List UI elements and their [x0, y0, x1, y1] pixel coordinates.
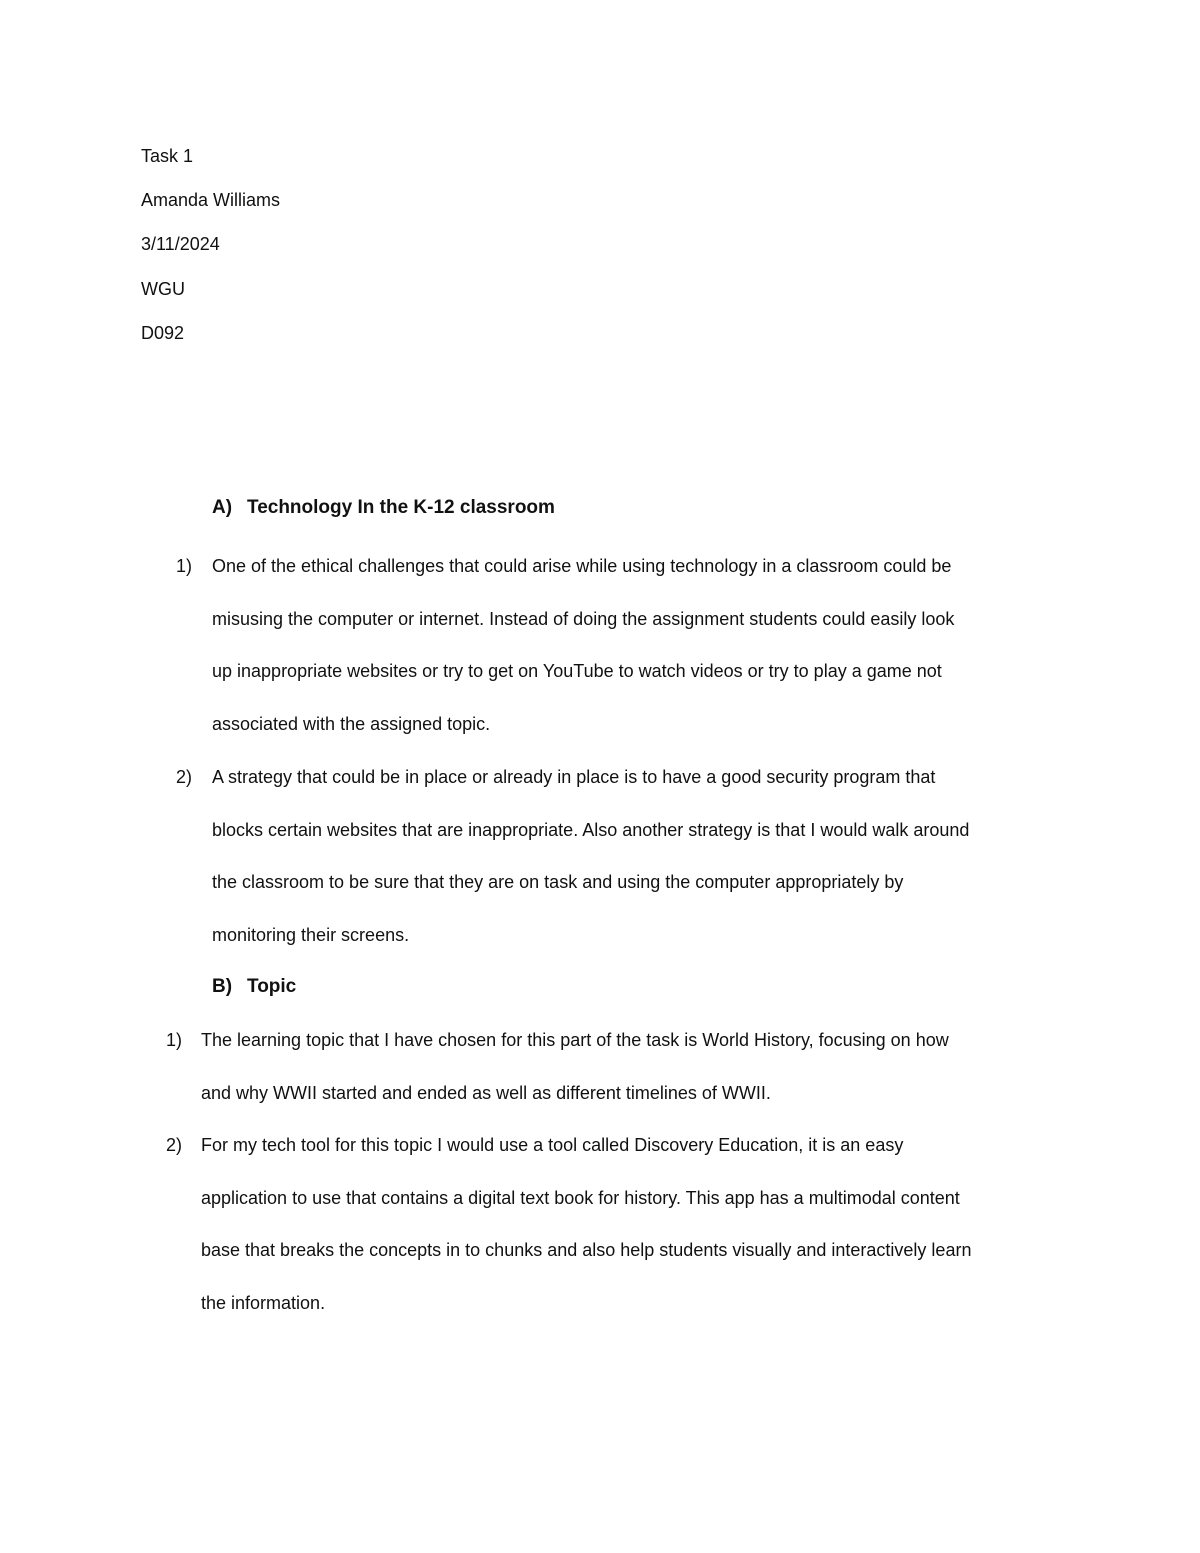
institution: WGU [141, 279, 185, 299]
document-date: 3/11/2024 [141, 234, 220, 254]
section-a-letter: A) [212, 497, 233, 518]
section-b-item-1 [166, 1014, 1076, 1122]
list-item-text: A strategy that could be in place or already in place is to have a good security program that blocks certain websites that are inappropriate. Also another strategy is that I would walk around the classroom to be sure that they are on task and using the computer appropriately by monitoring their screens. [212, 767, 970, 945]
author-name: Amanda Williams [141, 190, 281, 210]
list-number: 1) [176, 556, 193, 576]
section-b-letter: B) [212, 976, 233, 997]
list-number: 2) [166, 1135, 183, 1155]
list-item-text: The learning topic that I have chosen for this part of the task is World History, focusing on how and why WWII started and ended as well as different timelines of WWII. [201, 1030, 949, 1103]
section-a-item-2 [176, 751, 1076, 963]
list-number: 1) [166, 1030, 183, 1050]
list-item-text: One of the ethical challenges that could arise while using technology in a classroom could be misusing the computer or internet. Instead of doing the assignment students could easily look up inappropriate websites or try to get on YouTube to watch videos or try to play a game not associated with the assigned topic. [212, 556, 955, 734]
course-code: D092 [141, 323, 185, 343]
section-b-title: Topic [247, 976, 297, 997]
task-title: Task 1 [141, 146, 194, 166]
section-a-title: Technology In the K-12 classroom [247, 497, 555, 518]
section-b-heading [212, 975, 296, 999]
section-a-item-1 [176, 540, 1076, 752]
section-b-item-2 [166, 1119, 1076, 1331]
list-item-text: For my tech tool for this topic I would use a tool called Discovery Education, it is an easy application to use that contains a digital text book for history. This app has a multimodal content base that breaks the concepts in to chunks and also help students visually and interactively learn the information. [201, 1135, 972, 1313]
section-a-heading [212, 496, 555, 520]
list-number: 2) [176, 767, 193, 787]
